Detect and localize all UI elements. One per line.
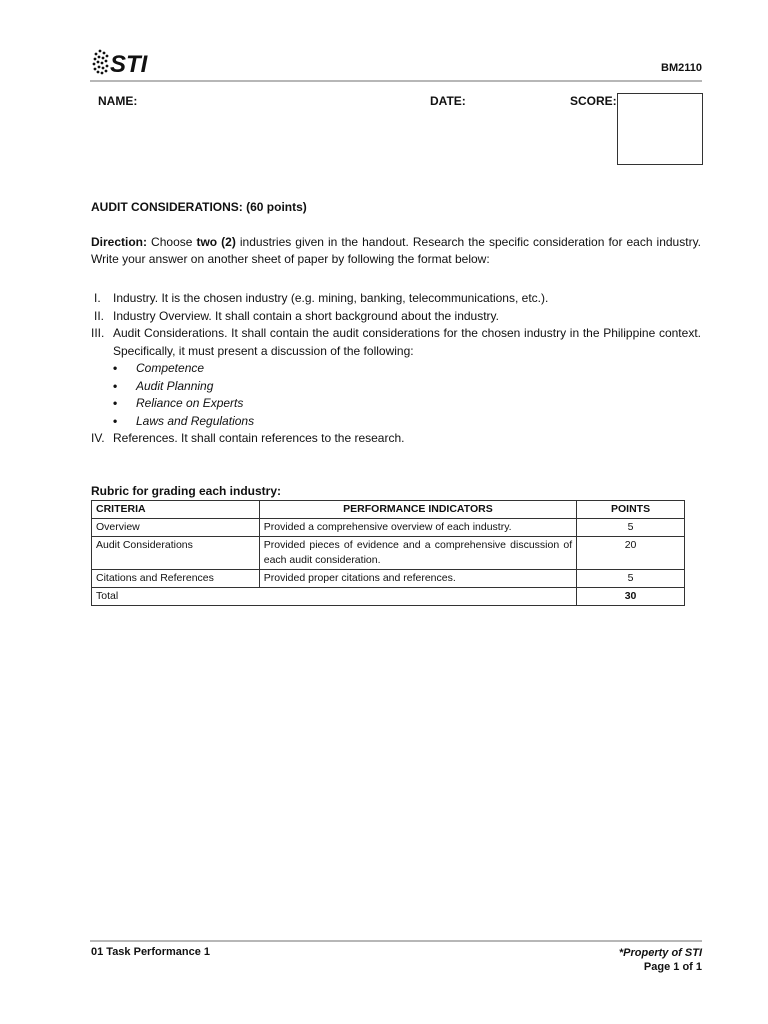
page-number: Page 1 of 1 (643, 961, 702, 973)
rubric-table (91, 500, 685, 606)
footer-divider (90, 940, 702, 942)
criteria-cell: Audit Considerations (92, 537, 260, 570)
list-item (91, 430, 701, 448)
item-number: II. (94, 308, 105, 323)
direction-text-1: Choose (147, 235, 197, 249)
total-points: 30 (577, 588, 685, 606)
list-item (91, 290, 701, 308)
table-row (92, 570, 685, 588)
direction-label: Direction: (91, 235, 148, 249)
list-item (91, 308, 701, 326)
indicator-cell: Provided a comprehensive overview of each industry. (259, 519, 576, 537)
item-number: I. (94, 291, 101, 305)
direction-bold: two (2) (196, 235, 236, 249)
rubric-title: Rubric for grading each industry: (91, 484, 282, 498)
item-number: III. (91, 326, 105, 340)
criteria-cell: Overview (92, 519, 260, 537)
date-label: DATE: (430, 94, 466, 108)
logo-text: STI (110, 51, 148, 78)
consideration-item: • Competence (91, 360, 701, 378)
header-criteria: CRITERIA (92, 501, 260, 519)
list-item (91, 325, 701, 360)
item-number: IV. (91, 431, 105, 445)
points-cell: 5 (577, 570, 685, 588)
name-label: NAME: (98, 94, 138, 108)
footer-task-title: 01 Task Performance 1 (91, 946, 211, 958)
header-divider (90, 80, 702, 82)
header-points: POINTS (577, 501, 685, 519)
indicator-cell: Provided pieces of evidence and a comprehensive discussion of each audit consideration. (259, 537, 576, 570)
criteria-cell: Citations and References (92, 570, 260, 588)
total-label: Total (92, 588, 577, 606)
consideration-item: • Laws and Regulations (91, 413, 701, 431)
footer-right (619, 946, 702, 974)
score-box (617, 93, 703, 165)
points-cell: 20 (577, 537, 685, 570)
item-text: Industry. It is the chosen industry (e.g. mining, banking, telecommunications, etc.). (113, 291, 549, 305)
table-header-row (92, 501, 685, 519)
header-indicators: PERFORMANCE INDICATORS (259, 501, 576, 519)
score-label: SCORE: (570, 94, 617, 108)
consideration-item: • Audit Planning (91, 378, 701, 396)
consideration-list (91, 360, 701, 430)
table-row (92, 519, 685, 537)
total-row (92, 588, 685, 606)
indicator-cell: Provided proper citations and references. (259, 570, 576, 588)
item-text: Audit Considerations. It shall contain the audit considerations for the chosen industry in the Philippine context. Specifically, it must present a discussion of the following: (113, 326, 701, 358)
points-cell: 5 (577, 519, 685, 537)
format-list (91, 290, 701, 448)
sti-logo (92, 48, 162, 78)
assignment-heading: AUDIT CONSIDERATIONS: (60 points) (91, 200, 307, 214)
direction-paragraph (91, 234, 701, 268)
property-note: *Property of STI (618, 947, 702, 959)
item-text: Industry Overview. It shall contain a short background about the industry. (113, 308, 499, 323)
course-code: BM2110 (661, 62, 702, 74)
table-row (92, 537, 685, 570)
item-text: References. It shall contain references to the research. (113, 431, 405, 445)
consideration-item: • Reliance on Experts (91, 395, 701, 413)
direction-text-2: industries given in the handout. Research the specific consideration for each industry. Write your answer on another sheet of paper by following the format below: (91, 235, 702, 266)
